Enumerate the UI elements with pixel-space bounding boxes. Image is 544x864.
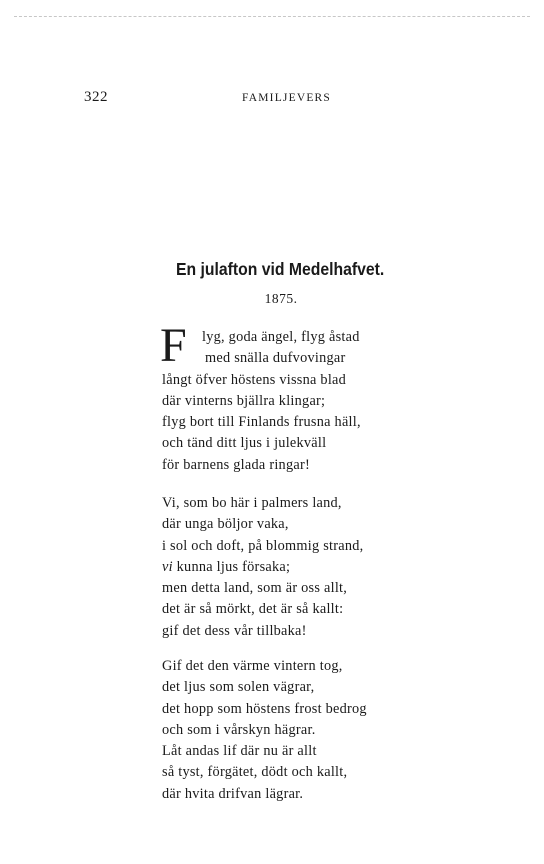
- poem-year: 1875.: [264, 291, 298, 306]
- poem-line: det hopp som höstens frost bedrog: [162, 700, 367, 717]
- poem-line: Gif det den värme vintern tog,: [162, 658, 343, 674]
- poem-line: och som i vårskyn hägrar.: [162, 721, 316, 738]
- poem-line: med snälla dufvovingar: [205, 350, 346, 367]
- running-head: FAMILJEVERS: [242, 92, 332, 104]
- poem-line-italic-word: vi: [162, 558, 173, 575]
- poem-line: där unga böljor vaka,: [162, 516, 289, 533]
- poem-line: lyg, goda ängel, flyg åstad: [202, 329, 360, 345]
- poem-line: i sol och doft, på blommig strand,: [162, 537, 364, 554]
- poem-line: Vi, som bo här i palmers land,: [162, 495, 342, 511]
- page-top-edge: [14, 16, 530, 17]
- poem-line: men detta land, som är oss allt,: [162, 580, 348, 597]
- poem-line: [162, 557, 452, 578]
- stanza-3: [162, 656, 452, 805]
- poem-line: så tyst, förgätet, dödt och kallt,: [162, 764, 348, 781]
- stanza-2: [162, 493, 452, 642]
- poem-line: långt öfver höstens vissna blad: [162, 371, 347, 388]
- drop-cap: F: [160, 319, 187, 372]
- poem-line: flyg bort till Finlands frusna häll,: [162, 414, 361, 431]
- poem-line: det är så mörkt, det är så kallt:: [162, 601, 344, 618]
- poem-line: Låt andas lif där nu är allt: [162, 743, 317, 760]
- poem-line-rest: kunna ljus försaka;: [172, 558, 291, 575]
- page-number: 322: [84, 89, 108, 105]
- poem-line: och tänd ditt ljus i julekväll: [162, 435, 327, 452]
- poem-line: gif det dess vår tillbaka!: [162, 622, 307, 639]
- poem-line: för barnens glada ringar!: [162, 456, 310, 473]
- stanza-1: [160, 319, 452, 476]
- poem-title: En julafton vid Medelhafvet.: [175, 259, 385, 279]
- poem-line: det ljus som solen vägrar,: [162, 679, 315, 696]
- poem-line: där vinterns bjällra klingar;: [162, 392, 326, 409]
- poem-line: där hvita drifvan lägrar.: [162, 785, 304, 802]
